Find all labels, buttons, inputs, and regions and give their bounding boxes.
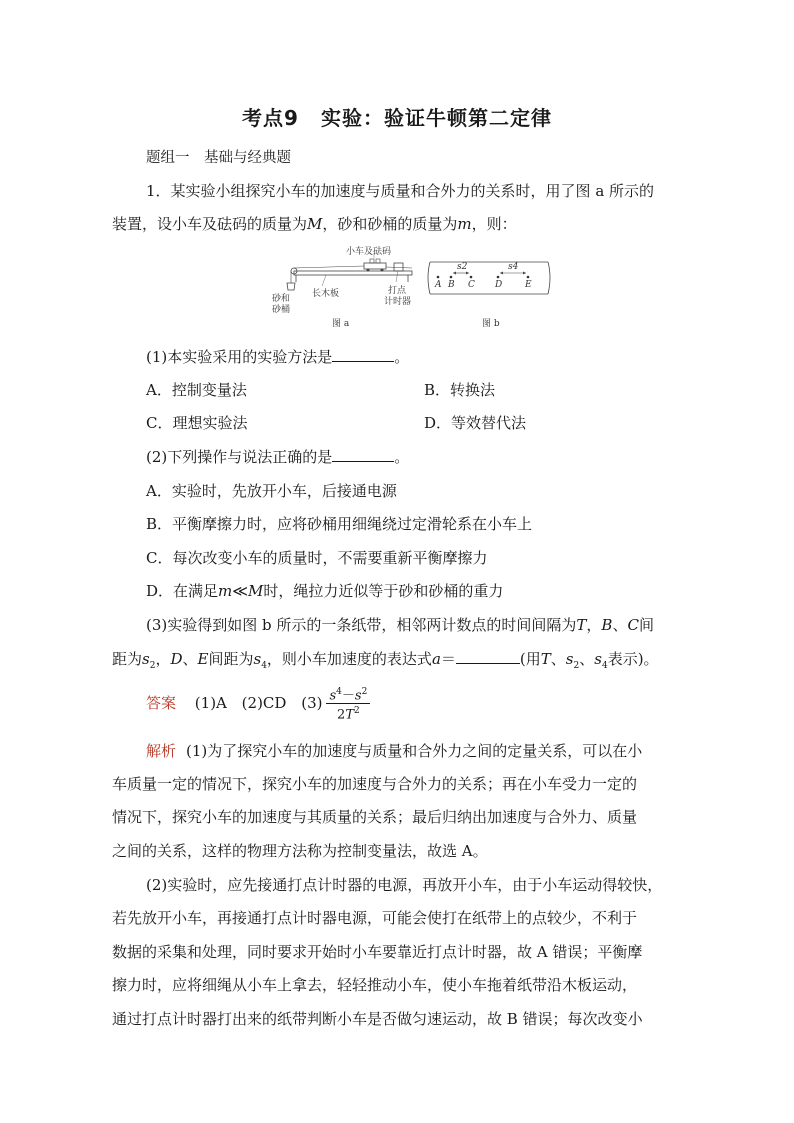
label-car: 小车及砝码 bbox=[346, 247, 392, 257]
intro-text: ，砂和砂桶的质量为 bbox=[322, 215, 458, 233]
sub3-text: ，则小车加速度的表达式 bbox=[266, 650, 432, 668]
label-timer-1: 打点 bbox=[388, 286, 407, 296]
question-intro-line1: 1．某实验小组探究小车的加速度与质量和合外力的关系时，用了图 a 所示的 bbox=[146, 182, 655, 200]
sub2-option-c: C．每次改变小车的质量时，不需要重新平衡摩擦力 bbox=[146, 549, 488, 567]
optD-rel: ≪ bbox=[232, 582, 248, 600]
sub3-text: 表示)。 bbox=[607, 650, 659, 668]
sub2-stem-text: (2)下列操作与说法正确的是 bbox=[146, 448, 333, 466]
page-title bbox=[0, 102, 794, 131]
var-s: s bbox=[253, 650, 262, 668]
var-T: T bbox=[345, 707, 354, 723]
analysis-line-5: (2)实验时，应先接通打点计时器的电源，再放开小车，由于小车运动得较快， bbox=[146, 876, 663, 894]
sub2-option-b: B．平衡摩擦力时，应将砂桶用细绳绕过定滑轮系在小车上 bbox=[146, 515, 533, 533]
sub3-text: 间距为 bbox=[208, 650, 254, 668]
superscript-4: 4 bbox=[336, 687, 342, 697]
sub1-stem-text: (1)本实验采用的实验方法是 bbox=[146, 348, 333, 366]
analysis-line-7: 数据的采集和处理，同时要求开始时小车要靠近打点计时器，故 A 错误；平衡摩 bbox=[112, 943, 643, 961]
var-T: T bbox=[576, 616, 587, 634]
point-E: E bbox=[525, 280, 532, 290]
var-s: s bbox=[565, 650, 574, 668]
point-D: D bbox=[495, 280, 503, 290]
point-C: C bbox=[468, 280, 475, 290]
var-T: T bbox=[540, 650, 551, 668]
sub1-end: 。 bbox=[394, 348, 410, 366]
var-a: a bbox=[431, 650, 441, 668]
answer-blank-2 bbox=[332, 447, 394, 462]
analysis-line-1 bbox=[146, 741, 642, 761]
var-m: m bbox=[218, 582, 233, 600]
sub3-text: (3)实验得到如图 b 所示的一条纸带，相邻两计数点的时间间隔为 bbox=[146, 616, 577, 634]
sub3-text: ， bbox=[155, 650, 171, 668]
sub3-text: ＝ bbox=[440, 650, 456, 668]
analysis-label: 解析 bbox=[146, 742, 177, 760]
analysis-line-8: 擦力时，应将细绳从小车上拿去，轻轻推动小车，使小车拖着纸带沿木板运动， bbox=[112, 976, 638, 994]
title-text: 实验：验证牛顿第二定律 bbox=[320, 106, 552, 130]
sub3-text: 、 bbox=[182, 650, 198, 668]
point-B: B bbox=[448, 280, 455, 290]
var-M: M bbox=[307, 215, 323, 233]
var-s: s bbox=[142, 650, 150, 668]
analysis-line-4: 之间的关系，这样的物理方法称为控制变量法，故选 A。 bbox=[112, 842, 488, 860]
analysis-line-2: 车质量一定的情况下，探究小车的加速度与合外力的关系；再在小车受力一定的 bbox=[112, 775, 638, 793]
figure-b bbox=[426, 258, 552, 330]
group-heading: 题组一 基础与经典题 bbox=[146, 150, 291, 166]
sub1-option-d: D．等效替代法 bbox=[424, 414, 527, 432]
sub3-text: 、 bbox=[612, 616, 628, 634]
answer-fraction bbox=[326, 685, 370, 723]
label-bucket-2: 砂桶 bbox=[272, 305, 291, 315]
analysis-line-3: 情况下，探究小车的加速度与其质量的关系；最后归纳出加速度与合外力、质量 bbox=[112, 808, 638, 826]
sub2-stem bbox=[146, 447, 409, 467]
label-timer-2: 计时器 bbox=[384, 297, 412, 307]
var-s: s bbox=[329, 688, 337, 704]
fraction-numerator bbox=[326, 685, 370, 704]
answer-blank-1 bbox=[332, 347, 394, 362]
sub3-text: 、 bbox=[550, 650, 566, 668]
sub3-text: (用 bbox=[519, 650, 541, 668]
intro-text: 装置，设小车及砝码的质量为 bbox=[112, 215, 308, 233]
var-s: s bbox=[354, 688, 362, 704]
analysis-line-9: 通过打点计时器打出来的纸带判断小车是否做匀速运动，故 B 错误；每次改变小 bbox=[112, 1010, 643, 1028]
var-D: D bbox=[170, 650, 183, 668]
analysis-text: (1)为了探究小车的加速度与质量和合外力之间的定量关系，可以在小 bbox=[186, 742, 643, 760]
var-B: B bbox=[601, 616, 613, 634]
var-C: C bbox=[627, 616, 639, 634]
answer-3: (3) bbox=[301, 693, 323, 712]
analysis-line-6: 若先放开小车，再接通打点计时器电源，可能会使打在纸带上的点较少，不利于 bbox=[112, 909, 638, 927]
superscript-2: 2 bbox=[353, 706, 360, 717]
var-s: s bbox=[594, 650, 602, 668]
var-E: E bbox=[197, 650, 209, 668]
fraction-denominator bbox=[326, 704, 370, 722]
den-coef: 2 bbox=[337, 707, 346, 723]
subscript-4: 4 bbox=[601, 661, 608, 671]
label-s4: s4 bbox=[508, 262, 519, 272]
answer-label: 答案 bbox=[146, 693, 177, 712]
sub3-line1 bbox=[146, 615, 654, 635]
sub1-option-b: B．转换法 bbox=[424, 381, 496, 399]
intro-text: ，则： bbox=[471, 215, 517, 233]
superscript-2: 2 bbox=[361, 687, 368, 697]
var-M: M bbox=[247, 582, 264, 600]
title-label: 考点9 bbox=[242, 106, 299, 130]
sub1-option-c: C．理想实验法 bbox=[146, 414, 248, 432]
sub2-option-d bbox=[146, 581, 503, 601]
label-bucket-1: 砂和 bbox=[272, 294, 291, 304]
answer-2: (2)CD bbox=[241, 693, 287, 712]
caption-fig-b: 图 b bbox=[482, 319, 500, 329]
minus: － bbox=[341, 688, 355, 704]
question-intro-line2 bbox=[112, 214, 517, 234]
sub3-line2 bbox=[112, 649, 659, 676]
sub3-text: ， bbox=[586, 616, 602, 634]
label-s2: s2 bbox=[457, 262, 468, 272]
answer-blank-3 bbox=[456, 649, 520, 664]
figure-a bbox=[266, 246, 416, 330]
label-board: 长木板 bbox=[312, 289, 340, 299]
answer-1: (1)A bbox=[194, 693, 227, 712]
sub3-text: 距为 bbox=[112, 650, 143, 668]
sub3-text: 间 bbox=[638, 616, 654, 634]
var-m: m bbox=[457, 215, 472, 233]
answer-line bbox=[146, 685, 370, 723]
sub1-option-a: A．控制变量法 bbox=[146, 381, 247, 399]
subscript-2: 2 bbox=[149, 661, 156, 671]
sub1-stem bbox=[146, 347, 409, 367]
sub3-text: 、 bbox=[579, 650, 595, 668]
sub2-option-a: A．实验时，先放开小车，后接通电源 bbox=[146, 482, 397, 500]
subscript-4: 4 bbox=[261, 661, 267, 671]
optD-text: 时，绳拉力近似等于砂和砂桶的重力 bbox=[263, 582, 504, 600]
sub2-end: 。 bbox=[394, 448, 410, 466]
subscript-2: 2 bbox=[573, 661, 580, 671]
point-A: A bbox=[435, 280, 442, 290]
optD-text: D．在满足 bbox=[146, 582, 219, 600]
caption-fig-a: 图 a bbox=[332, 319, 350, 329]
